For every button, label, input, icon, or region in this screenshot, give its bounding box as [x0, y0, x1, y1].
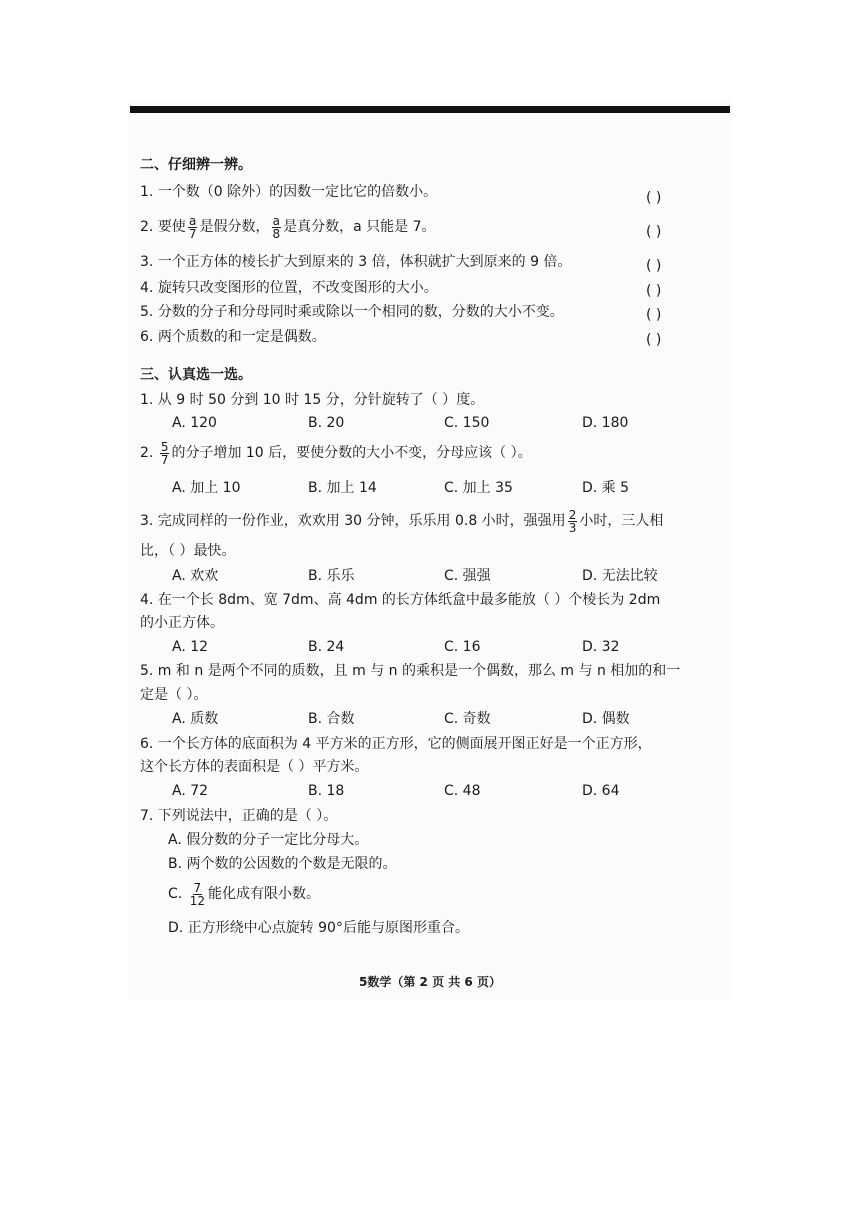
q7-option-d: D. 正方形绕中心点旋转 90°后能与原图形重合。	[168, 920, 469, 936]
q1-option-b: B. 20	[308, 415, 345, 431]
answer-paren-1: ( )	[646, 190, 662, 206]
choice-question-1: 1. 从 9 时 50 分到 10 时 15 分，分针旋转了（ ）度。	[140, 392, 485, 408]
choice-question-6: 6. 一个长方体的底面积为 4 平方米的正方形，它的侧面展开图正好是一个正方形，	[140, 736, 652, 752]
q4-option-b: B. 24	[308, 639, 345, 655]
q7-option-a: A. 假分数的分子一定比分母大。	[168, 832, 369, 848]
q6-option-b: B. 18	[308, 783, 345, 799]
answer-paren-3: ( )	[646, 258, 662, 274]
judge-item-4: 4. 旋转只改变图形的位置，不改变图形的大小。	[140, 280, 438, 296]
q5-line2: 定是（ ）。	[140, 687, 208, 703]
q3-option-d: D. 无法比较	[582, 568, 658, 584]
q1-option-a: A. 120	[172, 415, 217, 431]
judge-item-6: 6. 两个质数的和一定是偶数。	[140, 329, 326, 345]
header-rule	[130, 106, 730, 113]
q3-line2: 比，（ ）最快。	[140, 543, 236, 559]
q2-option-c: C. 加上 35	[444, 480, 513, 496]
q3-option-b: B. 乐乐	[308, 568, 355, 584]
q4-line2: 的小正方体。	[140, 615, 224, 631]
q5-option-d: D. 偶数	[582, 711, 630, 727]
q1-option-c: C. 150	[444, 415, 490, 431]
q6-option-a: A. 72	[172, 783, 209, 799]
choice-question-4: 4. 在一个长 8dm、宽 7dm、高 4dm 的长方体纸盒中最多能放（ ）个棱长为 2dm	[140, 592, 661, 608]
section3-title: 三、认真选一选。	[140, 367, 252, 383]
q2-option-b: B. 加上 14	[308, 480, 377, 496]
q3-option-a: A. 欢欢	[172, 568, 219, 584]
judge-item-5: 5. 分数的分子和分母同时乘或除以一个相同的数，分数的大小不变。	[140, 304, 564, 320]
q3-option-c: C. 强强	[444, 568, 491, 584]
judge-item-1: 1. 一个数（0 除外）的因数一定比它的倍数小。	[140, 184, 438, 200]
q5-option-a: A. 质数	[172, 711, 219, 727]
fraction-2-3: $\frac{2}{3}$	[568, 507, 577, 535]
page-footer: 5数学（第 2 页 共 6 页）	[359, 975, 501, 989]
fraction-a-7: $\frac{a}{7}$	[188, 213, 197, 241]
section2-title: 二、仔细辨一辨。	[140, 157, 252, 173]
q2-option-d: D. 乘 5	[582, 480, 630, 496]
q6-option-c: C. 48	[444, 783, 481, 799]
answer-paren-2: ( )	[646, 224, 662, 240]
q4-option-d: D. 32	[582, 639, 620, 655]
choice-question-2: 2. $\frac{5}{7}$ 的分子增加 10 后，要使分数的大小不变，分母应该（ ）。	[140, 439, 532, 467]
q1-option-d: D. 180	[582, 415, 629, 431]
q4-option-c: C. 16	[444, 639, 481, 655]
judge-item-2: 2. 要使 $\frac{a}{7}$ 是假分数， $\frac{a}{8}$ 是真分数，a 只能是 7。	[140, 213, 436, 241]
fraction-a-8: $\frac{a}{8}$	[272, 213, 281, 241]
choice-question-7: 7. 下列说法中，正确的是（ ）。	[140, 808, 338, 824]
choice-question-3: 3. 完成同样的一份作业，欢欢用 30 分钟，乐乐用 0.8 小时，强强用 $\frac{2}{3}$ 小时，三人相	[140, 507, 664, 535]
answer-paren-4: ( )	[646, 283, 662, 299]
judge-item-3: 3. 一个正方体的棱长扩大到原来的 3 倍，体积就扩大到原来的 9 倍。	[140, 254, 572, 270]
choice-question-5: 5. m 和 n 是两个不同的质数，且 m 与 n 的乘积是一个偶数，那么 m 与 n 相加的和一	[140, 663, 681, 679]
q5-option-c: C. 奇数	[444, 711, 491, 727]
q4-option-a: A. 12	[172, 639, 209, 655]
q6-option-d: D. 64	[582, 783, 620, 799]
fraction-7-12: $\frac{7}{12}$	[189, 880, 205, 908]
answer-paren-6: ( )	[646, 332, 662, 348]
fraction-5-7: $\frac{5}{7}$	[160, 439, 169, 467]
q5-option-b: B. 合数	[308, 711, 355, 727]
q6-line2: 这个长方体的表面积是（ ）平方米。	[140, 759, 369, 775]
q7-option-b: B. 两个数的公因数的个数是无限的。	[168, 856, 397, 872]
q2-option-a: A. 加上 10	[172, 480, 241, 496]
answer-paren-5: ( )	[646, 307, 662, 323]
q7-option-c: C. $\frac{7}{12}$ 能化成有限小数。	[168, 880, 320, 908]
